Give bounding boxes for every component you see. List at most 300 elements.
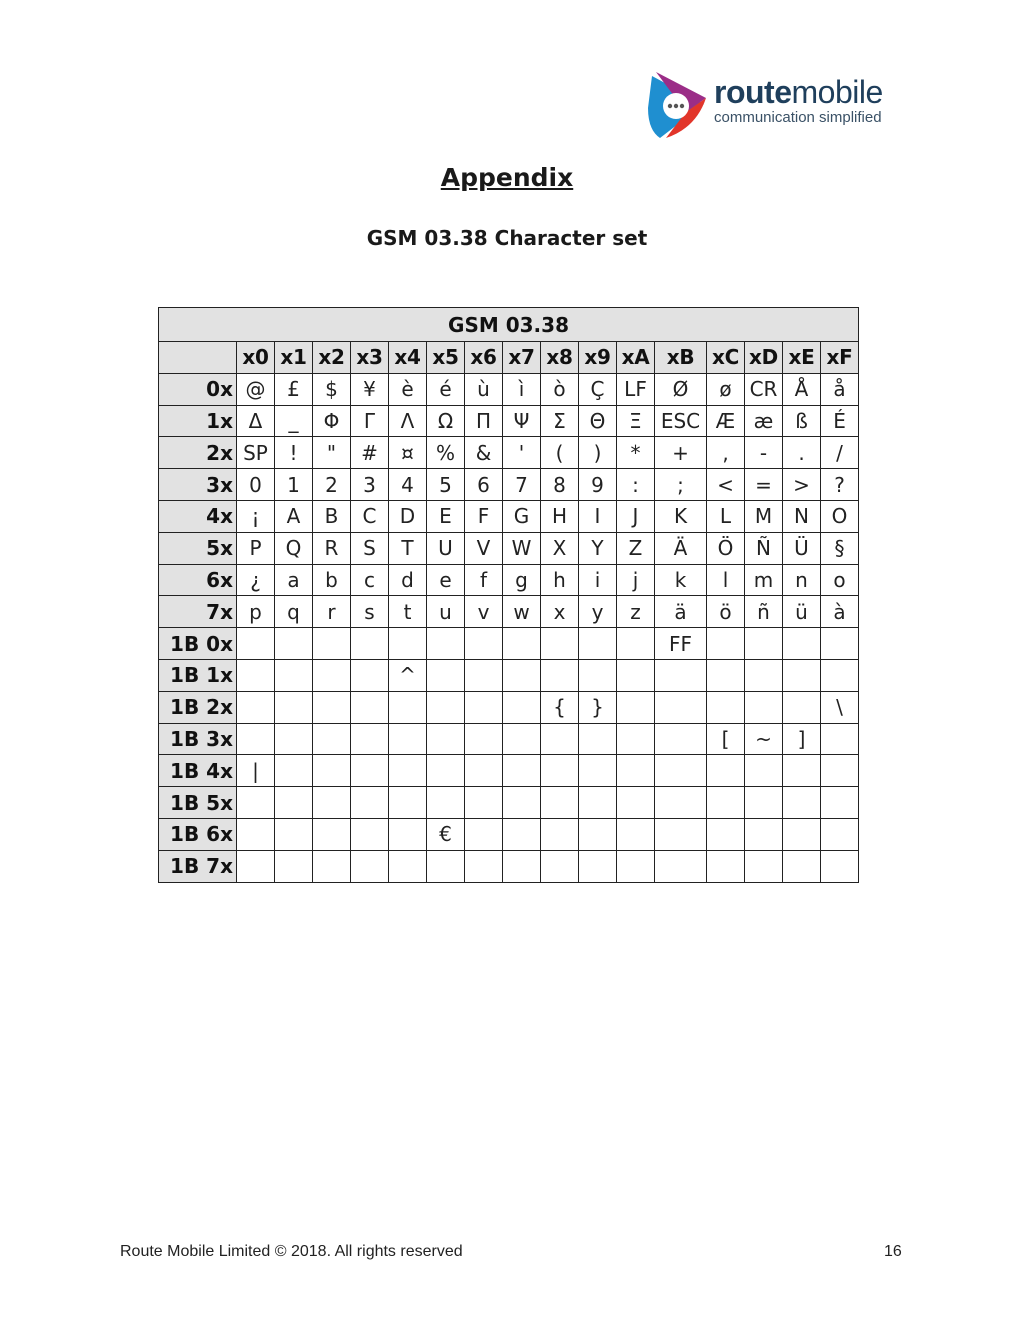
- character-cell: Δ: [237, 405, 275, 437]
- character-cell: [579, 723, 617, 755]
- character-cell: Ç: [579, 373, 617, 405]
- character-cell: [237, 628, 275, 660]
- character-cell: d: [389, 564, 427, 596]
- character-cell: _: [275, 405, 313, 437]
- character-cell: [275, 628, 313, 660]
- table-row: [159, 596, 859, 628]
- character-cell: %: [427, 437, 465, 469]
- character-cell: [783, 628, 821, 660]
- character-cell: ¤: [389, 437, 427, 469]
- character-cell: j: [617, 564, 655, 596]
- character-cell: [427, 659, 465, 691]
- character-cell: Ö: [707, 532, 745, 564]
- character-cell: 5: [427, 469, 465, 501]
- character-cell: Γ: [351, 405, 389, 437]
- character-cell: [745, 787, 783, 819]
- row-header: 1x: [159, 405, 237, 437]
- character-cell: [745, 659, 783, 691]
- character-cell: [427, 755, 465, 787]
- character-cell: *: [617, 437, 655, 469]
- character-cell: ]: [783, 723, 821, 755]
- character-cell: [579, 659, 617, 691]
- column-header: x2: [313, 342, 351, 374]
- character-cell: [351, 787, 389, 819]
- character-cell: 3: [351, 469, 389, 501]
- character-cell: [351, 659, 389, 691]
- character-cell: [427, 628, 465, 660]
- character-cell: o: [821, 564, 859, 596]
- character-cell: [427, 691, 465, 723]
- character-cell: [389, 723, 427, 755]
- table-row: [159, 850, 859, 882]
- character-cell: [389, 787, 427, 819]
- character-cell: [389, 691, 427, 723]
- character-cell: [351, 818, 389, 850]
- table-row: [159, 532, 859, 564]
- character-cell: [821, 850, 859, 882]
- character-cell: [503, 755, 541, 787]
- character-cell: [541, 850, 579, 882]
- character-cell: +: [655, 437, 707, 469]
- character-cell: ì: [503, 373, 541, 405]
- character-cell: æ: [745, 405, 783, 437]
- table-row: [159, 691, 859, 723]
- character-cell: <: [707, 469, 745, 501]
- row-header: 1B 4x: [159, 755, 237, 787]
- character-cell: [313, 723, 351, 755]
- character-cell: [745, 691, 783, 723]
- table-row: [159, 628, 859, 660]
- character-cell: [783, 659, 821, 691]
- character-cell: [465, 850, 503, 882]
- character-cell: 8: [541, 469, 579, 501]
- character-cell: [313, 628, 351, 660]
- column-header: x1: [275, 342, 313, 374]
- row-header: 1B 7x: [159, 850, 237, 882]
- table-row: [159, 564, 859, 596]
- character-cell: Ü: [783, 532, 821, 564]
- character-cell: [237, 723, 275, 755]
- character-cell: [617, 723, 655, 755]
- character-cell: [427, 787, 465, 819]
- character-cell: x: [541, 596, 579, 628]
- character-cell: Z: [617, 532, 655, 564]
- character-cell: [275, 787, 313, 819]
- row-header: 5x: [159, 532, 237, 564]
- character-cell: Ω: [427, 405, 465, 437]
- character-cell: [707, 818, 745, 850]
- character-cell: ß: [783, 405, 821, 437]
- character-cell: [783, 691, 821, 723]
- character-cell: M: [745, 500, 783, 532]
- character-cell: [783, 755, 821, 787]
- character-cell: H: [541, 500, 579, 532]
- character-cell: [783, 850, 821, 882]
- character-cell: ;: [655, 469, 707, 501]
- character-cell: h: [541, 564, 579, 596]
- character-cell: -: [745, 437, 783, 469]
- character-cell: [503, 818, 541, 850]
- character-cell: W: [503, 532, 541, 564]
- character-cell: [313, 691, 351, 723]
- character-cell: [579, 628, 617, 660]
- character-cell: [313, 755, 351, 787]
- character-cell: è: [389, 373, 427, 405]
- character-cell: [275, 755, 313, 787]
- table-row: [159, 469, 859, 501]
- character-cell: ò: [541, 373, 579, 405]
- character-cell: [503, 691, 541, 723]
- character-cell: 9: [579, 469, 617, 501]
- column-header: x5: [427, 342, 465, 374]
- character-cell: [389, 818, 427, 850]
- column-header: x9: [579, 342, 617, 374]
- character-cell: [707, 628, 745, 660]
- character-cell: Y: [579, 532, 617, 564]
- route-mobile-logo: [646, 68, 906, 144]
- character-cell: f: [465, 564, 503, 596]
- row-header: 4x: [159, 500, 237, 532]
- row-header: 6x: [159, 564, 237, 596]
- row-header: 1B 3x: [159, 723, 237, 755]
- character-cell: [541, 818, 579, 850]
- character-cell: [821, 755, 859, 787]
- character-cell: r: [313, 596, 351, 628]
- character-cell: =: [745, 469, 783, 501]
- character-cell: [655, 755, 707, 787]
- character-cell: ¡: [237, 500, 275, 532]
- character-cell: I: [579, 500, 617, 532]
- character-cell: [655, 691, 707, 723]
- character-cell: [503, 723, 541, 755]
- character-cell: 7: [503, 469, 541, 501]
- column-header: x8: [541, 342, 579, 374]
- column-header: xA: [617, 342, 655, 374]
- character-cell: >: [783, 469, 821, 501]
- table-row: [159, 787, 859, 819]
- character-cell: [389, 628, 427, 660]
- character-cell: Å: [783, 373, 821, 405]
- character-cell: ñ: [745, 596, 783, 628]
- row-header: 1B 0x: [159, 628, 237, 660]
- character-cell: [617, 818, 655, 850]
- character-cell: [237, 691, 275, 723]
- character-cell: [541, 659, 579, 691]
- character-cell: [745, 755, 783, 787]
- character-cell: i: [579, 564, 617, 596]
- character-cell: [389, 755, 427, 787]
- character-cell: n: [783, 564, 821, 596]
- character-cell: [427, 723, 465, 755]
- character-cell: [465, 659, 503, 691]
- character-cell: Ä: [655, 532, 707, 564]
- logo-tagline: communication simplified: [714, 109, 882, 126]
- table-row: [159, 437, 859, 469]
- character-cell: ?: [821, 469, 859, 501]
- character-cell: l: [707, 564, 745, 596]
- character-cell: $: [313, 373, 351, 405]
- character-cell: s: [351, 596, 389, 628]
- table-caption: GSM 03.38: [159, 308, 859, 342]
- character-cell: [541, 787, 579, 819]
- character-cell: Θ: [579, 405, 617, 437]
- character-cell: £: [275, 373, 313, 405]
- character-cell: D: [389, 500, 427, 532]
- page-number: 16: [884, 1243, 902, 1260]
- character-cell: 0: [237, 469, 275, 501]
- character-cell: [275, 818, 313, 850]
- character-cell: v: [465, 596, 503, 628]
- character-cell: Ø: [655, 373, 707, 405]
- character-cell: [351, 628, 389, 660]
- character-cell: }: [579, 691, 617, 723]
- character-cell: [465, 787, 503, 819]
- character-cell: [821, 818, 859, 850]
- character-cell: [313, 850, 351, 882]
- logo-brand-light: mobile: [791, 74, 883, 110]
- character-cell: ä: [655, 596, 707, 628]
- character-cell: [783, 818, 821, 850]
- column-header: x4: [389, 342, 427, 374]
- character-cell: [275, 691, 313, 723]
- table-row: [159, 373, 859, 405]
- character-cell: L: [707, 500, 745, 532]
- character-cell: [313, 787, 351, 819]
- character-cell: FF: [655, 628, 707, 660]
- character-cell: à: [821, 596, 859, 628]
- character-cell: [579, 850, 617, 882]
- character-cell: 4: [389, 469, 427, 501]
- character-cell: &: [465, 437, 503, 469]
- character-cell: [465, 628, 503, 660]
- character-cell: [389, 850, 427, 882]
- column-header: x3: [351, 342, 389, 374]
- character-cell: G: [503, 500, 541, 532]
- character-cell: [617, 755, 655, 787]
- logo-brand-text: [714, 72, 883, 112]
- row-header: 1B 2x: [159, 691, 237, 723]
- character-cell: @: [237, 373, 275, 405]
- column-header: xE: [783, 342, 821, 374]
- character-cell: SP: [237, 437, 275, 469]
- character-cell: [275, 850, 313, 882]
- character-cell: ,: [707, 437, 745, 469]
- character-cell: 6: [465, 469, 503, 501]
- character-cell: b: [313, 564, 351, 596]
- character-cell: w: [503, 596, 541, 628]
- character-cell: K: [655, 500, 707, 532]
- character-cell: ^: [389, 659, 427, 691]
- character-cell: t: [389, 596, 427, 628]
- character-cell: ESC: [655, 405, 707, 437]
- character-cell: [237, 659, 275, 691]
- row-header: 0x: [159, 373, 237, 405]
- character-cell: q: [275, 596, 313, 628]
- character-cell: [707, 850, 745, 882]
- column-header: x0: [237, 342, 275, 374]
- character-cell: ¿: [237, 564, 275, 596]
- character-cell: [617, 787, 655, 819]
- character-cell: [503, 628, 541, 660]
- column-header: xF: [821, 342, 859, 374]
- gsm-character-table: [158, 307, 859, 883]
- character-cell: [707, 691, 745, 723]
- character-cell: m: [745, 564, 783, 596]
- character-cell: p: [237, 596, 275, 628]
- character-cell: [655, 723, 707, 755]
- character-cell: [237, 818, 275, 850]
- table-row: [159, 818, 859, 850]
- character-cell: Ñ: [745, 532, 783, 564]
- character-cell: [821, 659, 859, 691]
- character-cell: \: [821, 691, 859, 723]
- character-cell: [821, 628, 859, 660]
- character-cell: LF: [617, 373, 655, 405]
- page-title: Appendix: [440, 163, 574, 192]
- character-cell: c: [351, 564, 389, 596]
- character-cell: §: [821, 532, 859, 564]
- character-cell: [579, 818, 617, 850]
- character-cell: E: [427, 500, 465, 532]
- character-cell: .: [783, 437, 821, 469]
- character-cell: [655, 787, 707, 819]
- footer-copyright: Route Mobile Limited © 2018. All rights reserved: [120, 1243, 463, 1260]
- character-cell: [465, 755, 503, 787]
- character-cell: Λ: [389, 405, 427, 437]
- character-cell: ": [313, 437, 351, 469]
- character-cell: [503, 850, 541, 882]
- character-cell: y: [579, 596, 617, 628]
- character-cell: Ψ: [503, 405, 541, 437]
- column-header: x6: [465, 342, 503, 374]
- character-cell: U: [427, 532, 465, 564]
- character-cell: [745, 628, 783, 660]
- table-corner-cell: [159, 342, 237, 374]
- character-cell: ø: [707, 373, 745, 405]
- character-cell: F: [465, 500, 503, 532]
- character-cell: N: [783, 500, 821, 532]
- row-header: 1B 6x: [159, 818, 237, 850]
- character-cell: ): [579, 437, 617, 469]
- character-cell: [783, 787, 821, 819]
- character-cell: [655, 818, 707, 850]
- row-header: 1B 5x: [159, 787, 237, 819]
- character-cell: [351, 691, 389, 723]
- character-cell: [351, 723, 389, 755]
- character-cell: ü: [783, 596, 821, 628]
- character-cell: [541, 628, 579, 660]
- character-cell: Φ: [313, 405, 351, 437]
- character-cell: [541, 723, 579, 755]
- character-cell: u: [427, 596, 465, 628]
- character-cell: å: [821, 373, 859, 405]
- character-cell: ö: [707, 596, 745, 628]
- row-header: 2x: [159, 437, 237, 469]
- character-cell: [351, 850, 389, 882]
- character-cell: Σ: [541, 405, 579, 437]
- column-header: xD: [745, 342, 783, 374]
- character-cell: [655, 659, 707, 691]
- character-cell: Π: [465, 405, 503, 437]
- character-cell: 2: [313, 469, 351, 501]
- character-cell: [313, 659, 351, 691]
- character-cell: Q: [275, 532, 313, 564]
- character-cell: T: [389, 532, 427, 564]
- character-cell: [275, 723, 313, 755]
- character-cell: [237, 850, 275, 882]
- character-cell: g: [503, 564, 541, 596]
- character-cell: é: [427, 373, 465, 405]
- character-cell: [579, 755, 617, 787]
- character-cell: [541, 755, 579, 787]
- character-cell: X: [541, 532, 579, 564]
- character-cell: [617, 691, 655, 723]
- character-cell: ~: [745, 723, 783, 755]
- character-cell: [313, 818, 351, 850]
- character-cell: a: [275, 564, 313, 596]
- route-mobile-logo-mark-icon: [646, 68, 710, 142]
- page-subtitle: GSM 03.38 Character set: [366, 226, 648, 250]
- character-cell: {: [541, 691, 579, 723]
- character-cell: e: [427, 564, 465, 596]
- character-cell: Æ: [707, 405, 745, 437]
- character-cell: [745, 818, 783, 850]
- character-cell: S: [351, 532, 389, 564]
- character-cell: [237, 787, 275, 819]
- character-cell: Ξ: [617, 405, 655, 437]
- character-cell: O: [821, 500, 859, 532]
- character-cell: [465, 818, 503, 850]
- table-row: [159, 755, 859, 787]
- character-cell: [707, 659, 745, 691]
- character-cell: [655, 850, 707, 882]
- character-cell: |: [237, 755, 275, 787]
- character-cell: [745, 850, 783, 882]
- table-row: [159, 405, 859, 437]
- character-cell: CR: [745, 373, 783, 405]
- character-cell: ¥: [351, 373, 389, 405]
- character-cell: [707, 755, 745, 787]
- column-header: xB: [655, 342, 707, 374]
- character-cell: [503, 787, 541, 819]
- row-header: 3x: [159, 469, 237, 501]
- character-cell: B: [313, 500, 351, 532]
- row-header: 7x: [159, 596, 237, 628]
- table-row: [159, 659, 859, 691]
- character-cell: [465, 723, 503, 755]
- character-cell: [579, 787, 617, 819]
- character-cell: 1: [275, 469, 313, 501]
- character-cell: [617, 628, 655, 660]
- logo-brand-bold: route: [714, 74, 792, 110]
- character-cell: [503, 659, 541, 691]
- column-header: x7: [503, 342, 541, 374]
- character-cell: k: [655, 564, 707, 596]
- character-cell: [821, 723, 859, 755]
- character-cell: ù: [465, 373, 503, 405]
- character-cell: É: [821, 405, 859, 437]
- character-cell: C: [351, 500, 389, 532]
- character-cell: [275, 659, 313, 691]
- character-cell: V: [465, 532, 503, 564]
- character-cell: [427, 850, 465, 882]
- column-header: xC: [707, 342, 745, 374]
- character-cell: R: [313, 532, 351, 564]
- character-cell: ': [503, 437, 541, 469]
- character-cell: [617, 659, 655, 691]
- character-cell: [707, 787, 745, 819]
- row-header: 1B 1x: [159, 659, 237, 691]
